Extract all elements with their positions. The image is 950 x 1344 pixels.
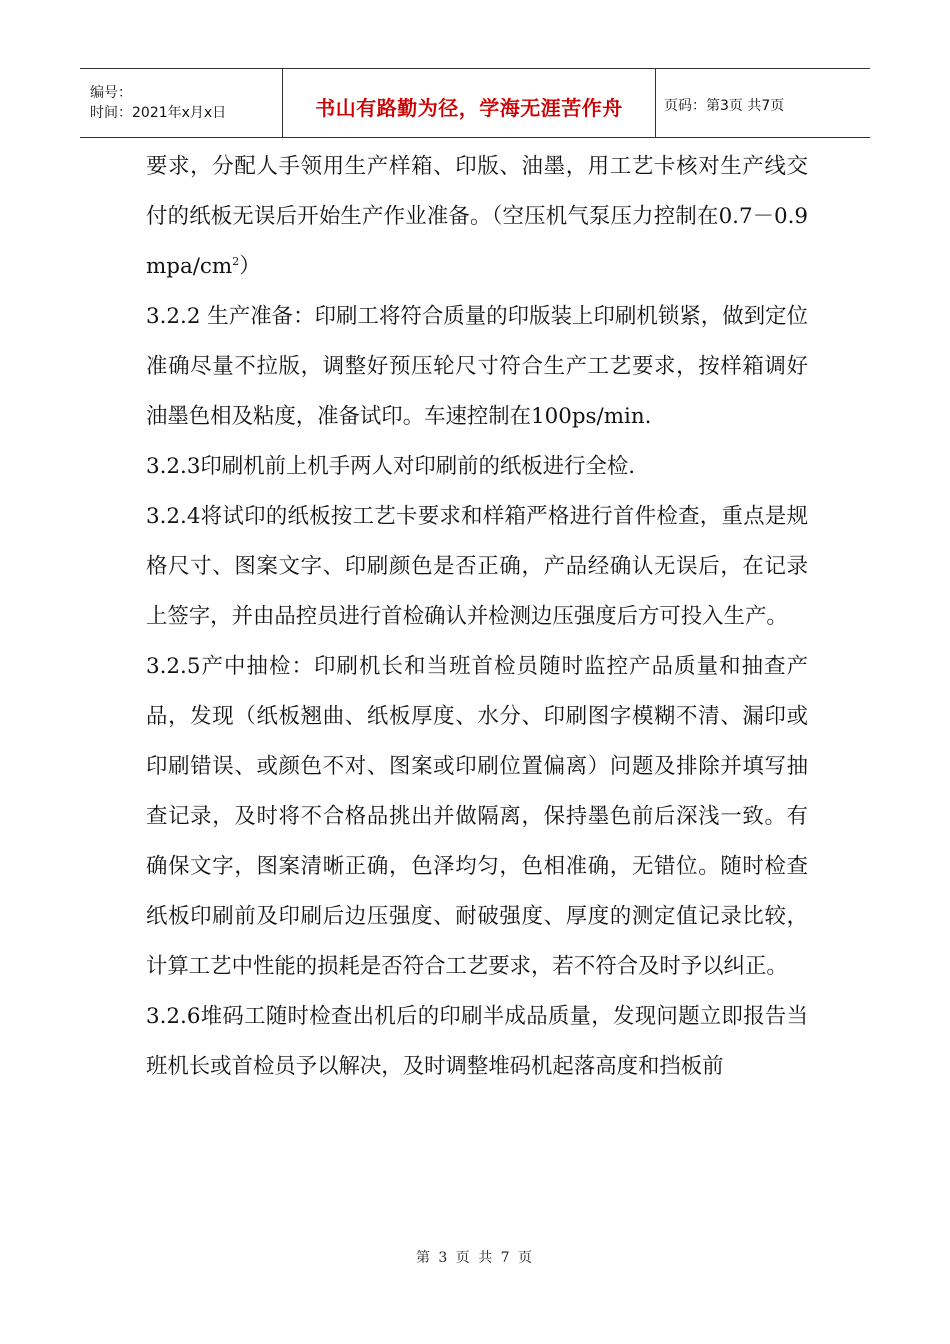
document-body — [146, 142, 808, 1092]
paragraph-1-end: ） — [239, 254, 261, 279]
paragraph-3-2-4: 3.2.4将试印的纸板按工艺卡要求和样箱严格进行首件检查，重点是规格尺寸、图案文字、印刷颜色是否正确，产品经确认无误后，在记录上签字，并由品控员进行首检确认并检测边压强度后方可投入生产。 — [146, 504, 808, 629]
paragraph-1 — [146, 142, 808, 292]
paragraph-3-2-3: 3.2.3印刷机前上机手两人对印刷前的纸板进行全检. — [146, 454, 636, 479]
paragraph-3-2-2: 3.2.2 生产准备：印刷工将符合质量的印版装上印刷机锁紧，做到定位准确尽量不拉版，调整好预压轮尺寸符合生产工艺要求，按样箱调好油墨色相及粘度，准备试印。车速控制在100ps/min. — [146, 304, 808, 429]
page-header — [80, 68, 870, 138]
superscript-2: 2 — [232, 254, 240, 268]
paragraph-1-text: 要求，分配人手领用生产样箱、印版、油墨，用工艺卡核对生产线交付的纸板无误后开始生产作业准备。（空压机气泵压力控制在0.7－0.9 mpa/cm — [146, 154, 808, 279]
header-page-info: 页码：第3页 共7页 — [664, 98, 785, 114]
header-meta — [80, 69, 282, 137]
paragraph-3-2-5: 3.2.5产中抽检：印刷机长和当班首检员随时监控产品质量和抽查产品，发现（纸板翘曲、纸板厚度、水分、印刷图字模糊不清、漏印或印刷错误、或颜色不对、图案或印刷位置偏离）问题及排除并填写抽查记录，及时将不合格品挑出并做隔离，保持墨色前后深浅一致。有确保文字，图案清晰正确，色泽均匀，色相准确，无错位。随时检查纸板印刷前及印刷后边压强度、耐破强度、厚度的测定值记录比较，计算工艺中性能的损耗是否符合工艺要求，若不符合及时予以纠正。 — [146, 654, 808, 979]
document-time-label: 时间：2021年x月x日 — [90, 105, 227, 121]
header-motto-cell — [282, 69, 656, 137]
header-motto: 书山有路勤为径，学海无涯苦作舟 — [315, 95, 623, 120]
header-page-info-cell — [656, 69, 870, 137]
document-number-label: 编号： — [90, 85, 132, 101]
paragraph-3-2-6: 3.2.6堆码工随时检查出机后的印刷半成品质量，发现问题立即报告当班机长或首检员予以解决，及时调整堆码机起落高度和挡板前 — [146, 1004, 808, 1079]
page-footer: 第 3 页 共 7 页 — [415, 1250, 535, 1266]
